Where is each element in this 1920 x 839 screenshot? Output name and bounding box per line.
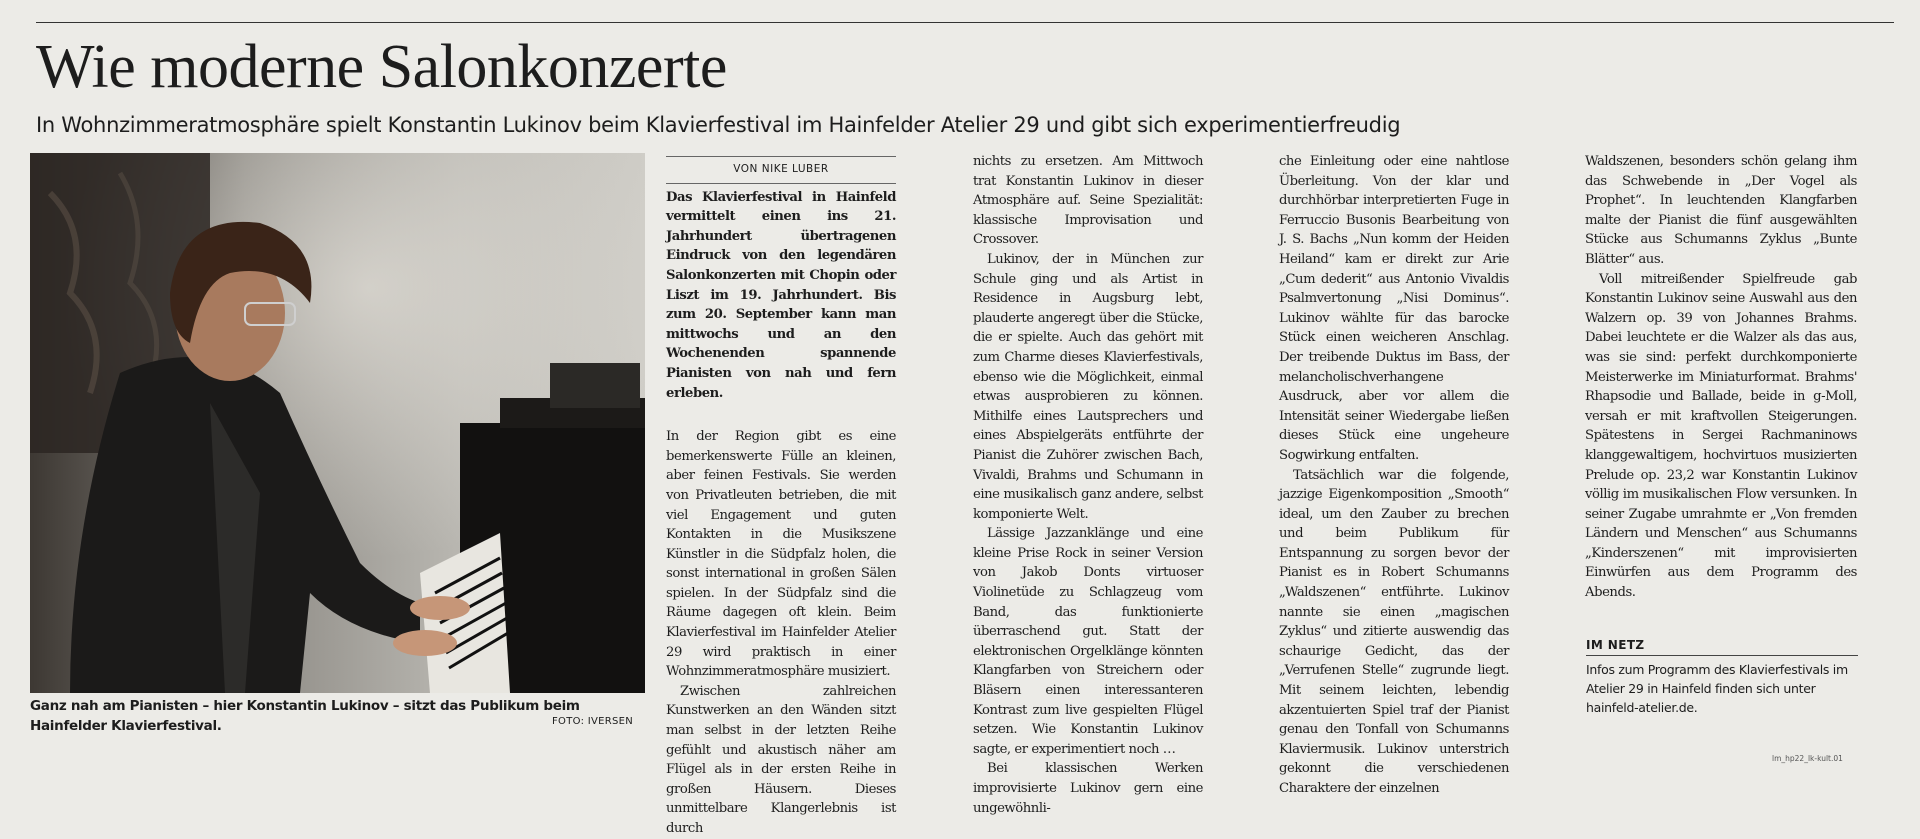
photo-caption: Ganz nah am Pianisten – hier Konstantin Lukinov – sitzt das Publikum beim Hainfelder Klavierfestival.: [30, 698, 580, 734]
paragraph: Tatsächlich war die folgende, jazzige Eigenkomposition „Smooth“ ideal, um den Zauber zu brechen und beim Publikum für Entspannung zu sorgen bevor der Pianist es in Robert Schumanns „Waldszenen“ entführte. Lukinov nannte sie einen „magischen Zyklus“ und zitierte auswendig das schaurige Gedicht, das der „Verrufenen Stelle“ zugrunde liegt. Mit seinem leichten, lebendig akzentuierten Spiel traf der Pianist genau den Tonfall von Schumanns Klaviermusik. Lukinov unterstrich gekonnt die verschiedenen Charaktere der einzelnen: [1279, 467, 1509, 796]
paragraph: Bei klassischen Werken improvisierte Lukinov gern eine ungewöhnli-: [973, 761, 1203, 816]
lead-text: Das Klavierfestival in Hainfeld vermittelt einen ins 21. Jahrhundert übertragenen Eindruck von den legendären Salonkonzerten mit Chopin oder Liszt im 19. Jahrhundert. Bis zum 20. September kann man mittwochs und an den Wochenenden spannende Pianisten von nah und fern erleben.: [666, 189, 896, 401]
page-code: lm_hp22_lk-kult.01: [1772, 754, 1843, 763]
info-box-title: IM NETZ: [1586, 638, 1858, 656]
headline: Wie moderne Salonkonzerte: [36, 33, 727, 101]
column-1: [666, 156, 896, 839]
info-box-text: Infos zum Programm des Klavierfestivals im Atelier 29 in Hainfeld finden sich unter hainfeld-atelier.de.: [1586, 662, 1848, 715]
paragraph: Lukinov, der in München zur Schule ging und als Artist in Residence in Augsburg lebt, plauderte angeregt über die Stücke, die er spielte. Auch das gehört mit zum Charme dieses Klavierfestivals, ebenso wie die Möglichkeit, einmal etwas ausprobieren zu können. Mithilfe eines Lautsprechers und eines Abspielgeräts entführte der Pianist die Zuhörer zwischen Bach, Vivaldi, Brahms und Schumann in eine musikalisch ganz andere, selbst komponierte Welt.: [973, 251, 1203, 522]
pianist-photo: [30, 153, 645, 693]
article-photo: [30, 153, 645, 693]
paragraph: Voll mitreißender Spielfreude gab Konstantin Lukinov seine Auswahl aus den Walzern op. 39 von Johannes Brahms. Dabei leuchtete er die Walzer als das aus, was sie sind: perfekt durchkomponierte Meisterwerke im Miniaturformat. Brahms' Rhapsodie und Ballade, beide in g-Moll, versah er mit kraftvollen Steigerungen. Spätestens in Sergei Rachmaninows klanggewaltigem, hochvirtuos musizierten Prelude op. 23,2 war Konstantin Lukinov völlig im musikalischen Flow versunken. In seiner Zugabe umrahmte er „Von fremden Ländern und Menschen“ aus Schumanns „Kinderszenen“ mit improvisierten Einwürfen aus dem Programm des Abends.: [1585, 271, 1857, 601]
photo-credit: FOTO: IVERSEN: [552, 716, 634, 727]
lead-paragraph: [666, 188, 896, 404]
paragraph: In der Region gibt es eine bemerkenswerte Fülle an kleinen, aber feinen Festivals. Sie werden von Privatleuten betrieben, die mit viel Engagement und guten Kontakten in die Musikszene Künstler in die Südpfalz holen, die sonst international in großen Sälen spielen. In der Südpfalz sind die Räume dagegen oft klein. Beim Klavierfestival im Hainfelder Atelier 29 wird praktisch in einer Wohnzimmeratmosphäre musiziert.: [666, 429, 896, 680]
top-rule: [36, 22, 1894, 23]
paragraph: Lässige Jazzanklänge und eine kleine Prise Rock in seiner Version von Jakob Donts virtuoser Violinetüde zu Schlagzeug vom Band, das funktionierte überraschend gut. Statt der elektronischen Orgelklänge könnten Klangfarben von Streichern oder Bläsern einen interessanteren Kontrast zum live gespielten Flügel setzen. Wie Konstantin Lukinov sagte, er experimentiert noch …: [973, 526, 1203, 757]
byline: VON NIKE LUBER: [666, 156, 896, 184]
paragraph: Zwischen zahlreichen Kunstwerken an den Wänden sitzt man selbst in der letzten Reihe gefühlt und akustisch näher am Flügel als in der ersten Reihe in großen Häusern. Dieses unmittelbare Klangerlebnis ist durch: [666, 683, 896, 836]
column-3: [1279, 152, 1509, 799]
info-box: [1586, 638, 1858, 717]
paragraph: nichts zu ersetzen. Am Mittwoch trat Konstantin Lukinov in dieser Atmosphäre auf. Seine Spezialität: klassische Improvisation und Crossover.: [973, 154, 1203, 248]
subheadline: In Wohnzimmeratmosphäre spielt Konstantin Lukinov beim Klavierfestival im Hainfelder Atelier 29 und gibt sich experimentierfreudig: [36, 113, 1401, 137]
paragraph: Waldszenen, besonders schön gelang ihm das Schwebende in „Der Vogel als Prophet“. In leuchtenden Klangfarben malte der Pianist die fünf ausgewählten Stücke aus Schumanns Zyklus „Bunte Blätter“ aus.: [1585, 154, 1857, 267]
column-4: [1585, 152, 1857, 603]
paragraph: che Einleitung oder eine nahtlose Überleitung. Von der klar und durchhörbar interpretierten Fuge in Ferruccio Busonis Bearbeitung von J. S. Bachs „Nun komm der Heiden Heiland“ kam er direkt zur Arie „Cum dederit“ aus Antonio Vivaldis Psalmvertonung „Nisi Dominus“. Lukinov wählte für das barocke Stück einen weicheren Anschlag. Der treibende Duktus im Bass, der melancholischverhangene Ausdruck, aber vor allem die Intensität seiner Wiedergabe ließen dieses Stück eine ungeheure Sogwirkung entfalten.: [1279, 154, 1509, 463]
column-2: [973, 152, 1203, 818]
